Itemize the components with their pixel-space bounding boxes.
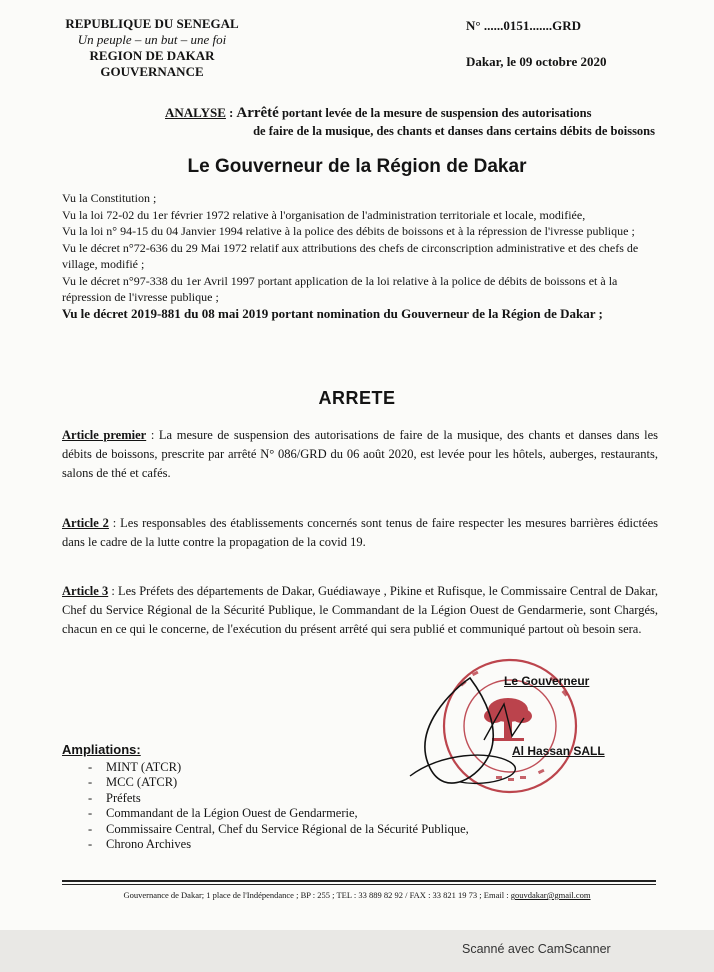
region-name: REGION DE DAKAR — [89, 48, 215, 63]
analyse-label: ANALYSE — [165, 105, 226, 120]
footer-contact — [0, 890, 714, 900]
visas-list — [62, 190, 660, 322]
decision-title: ARRETE — [318, 388, 396, 408]
footer-divider — [62, 880, 656, 882]
visa-item: Vu le décret n°72-636 du 29 Mai 1972 relatif aux attributions des chefs de circonscription administrative et des chefs de village, modifié ; — [62, 240, 639, 271]
analyse-lead: Arrêté — [236, 105, 279, 121]
ampliation-item: - Commissaire Central, Chef du Service Régional de la Sécurité Publique, — [62, 822, 522, 838]
ampliations-list — [62, 742, 522, 853]
ampliation-item: - Commandant de la Légion Ouest de Gendarmerie, — [62, 806, 522, 822]
visa-item: Vu le décret 2019-881 du 08 mai 2019 portant nomination du Gouverneur de la Région de Dakar ; — [62, 305, 603, 321]
document-title: Le Gouverneur de la Région de Dakar — [187, 156, 527, 177]
article-label: Article 2 — [62, 516, 109, 530]
signatory-name: Al Hassan SALL — [512, 744, 605, 758]
ampliation-item: - MCC (ATCR) — [62, 775, 522, 791]
article-label: Article premier — [62, 428, 147, 442]
analyse-summary: ANALYSE : Arrêté portant levée de la mesure de suspension des autorisations de faire de la musique, des chants et danses dans certains débits de boissons — [165, 105, 655, 138]
analyse-text-line2: de faire de la musique, des chants et danses dans certains débits de boissons — [253, 124, 655, 138]
ampliation-item: - Chrono Archives — [62, 837, 522, 853]
reference-block — [466, 18, 626, 69]
document-date: Dakar, le 09 octobre 2020 — [466, 54, 607, 69]
scanner-watermark: Scanné avec CamScanner — [462, 942, 611, 956]
footer-email: gouvdakar@gmail.com — [510, 890, 591, 900]
reference-number: N° ......0151.......GRD — [466, 18, 581, 33]
article-premier: Article premier : La mesure de suspension des autorisations de faire de la musique, des chants et danses dans les débits de boissons, prescrite par arrêté N° 086/GRD du 06 août 2020, est levée pour les hôtels, auberges, restaurants, salons de thé et cafés. — [62, 428, 658, 480]
letterhead — [52, 16, 252, 80]
ampliations-title: Ampliations: — [62, 742, 141, 757]
visa-item: Vu la loi n° 94-15 du 04 Janvier 1994 relative à la police des débits de boissons et à la répression de l'ivresse publique ; — [62, 224, 635, 238]
visa-item: Vu le décret n°97-338 du 1er Avril 1997 portant application de la loi relative à la police de débits de boissons et à la répression de l'ivresse publique ; — [62, 273, 618, 304]
article-text: Les Préfets des départements de Dakar, Guédiawaye , Pikine et Rufisque, le Commissaire Central de Dakar, Chef du Service Régional de la Sécurité Publique, le Commandant de la Légion Ouest de Gendarmerie, sont Chargés, chacun en ce qui le concerne, de l'exécution du présent arrêté qui sera publié et communiqué partout où besoin sera. — [62, 584, 658, 636]
ampliation-item: - MINT (ATCR) — [62, 760, 522, 776]
signatory-title: Le Gouverneur — [504, 674, 590, 688]
footer-divider-thin — [62, 884, 656, 885]
footer-address: Gouvernance de Dakar; 1 place de l'Indépendance ; BP : 255 ; TEL : 33 889 82 92 / FAX : 33 821 19 73 ; Email : — [123, 890, 509, 900]
visa-item: Vu la Constitution ; — [62, 191, 157, 205]
article-text: Les responsables des établissements concernés sont tenus de faire respecter les mesures barrières édictées dans le cadre de la lutte contre la propagation de la covid 19. — [62, 516, 658, 549]
ampliation-item: - Préfets — [62, 791, 522, 807]
office-name: GOUVERNANCE — [100, 64, 204, 79]
national-motto: Un peuple – un but – une foi — [77, 32, 227, 47]
article-label: Article 3 — [62, 584, 109, 598]
article-2: Article 2 : Les responsables des établissements concernés sont tenus de faire respecter les mesures barrières édictées dans le cadre de la lutte contre la propagation de la covid 19. — [62, 516, 658, 549]
article-text: La mesure de suspension des autorisations de faire de la musique, des chants et danses dans les débits de boissons, prescrite par arrêté N° 086/GRD du 06 août 2020, est levée pour les hôtels, auberges, restaurants, salons de thé et cafés. — [62, 428, 658, 480]
country-name: REPUBLIQUE DU SENEGAL — [65, 16, 239, 31]
analyse-text-line1: portant levée de la mesure de suspension des autorisations — [281, 106, 592, 120]
article-3: Article 3 : Les Préfets des départements de Dakar, Guédiawaye , Pikine et Rufisque, le Commissaire Central de Dakar, Chef du Service Régional de la Sécurité Publique, le Commandant de la Légion Ouest de Gendarmerie, sont Chargés, chacun en ce qui le concerne, de l'exécution du présent arrêté qui sera publié et communiqué partout où besoin sera. — [62, 584, 658, 636]
visa-item: Vu la loi 72-02 du 1er février 1972 relative à l'organisation de l'administration territoriale et locale, modifiée, — [62, 207, 586, 222]
